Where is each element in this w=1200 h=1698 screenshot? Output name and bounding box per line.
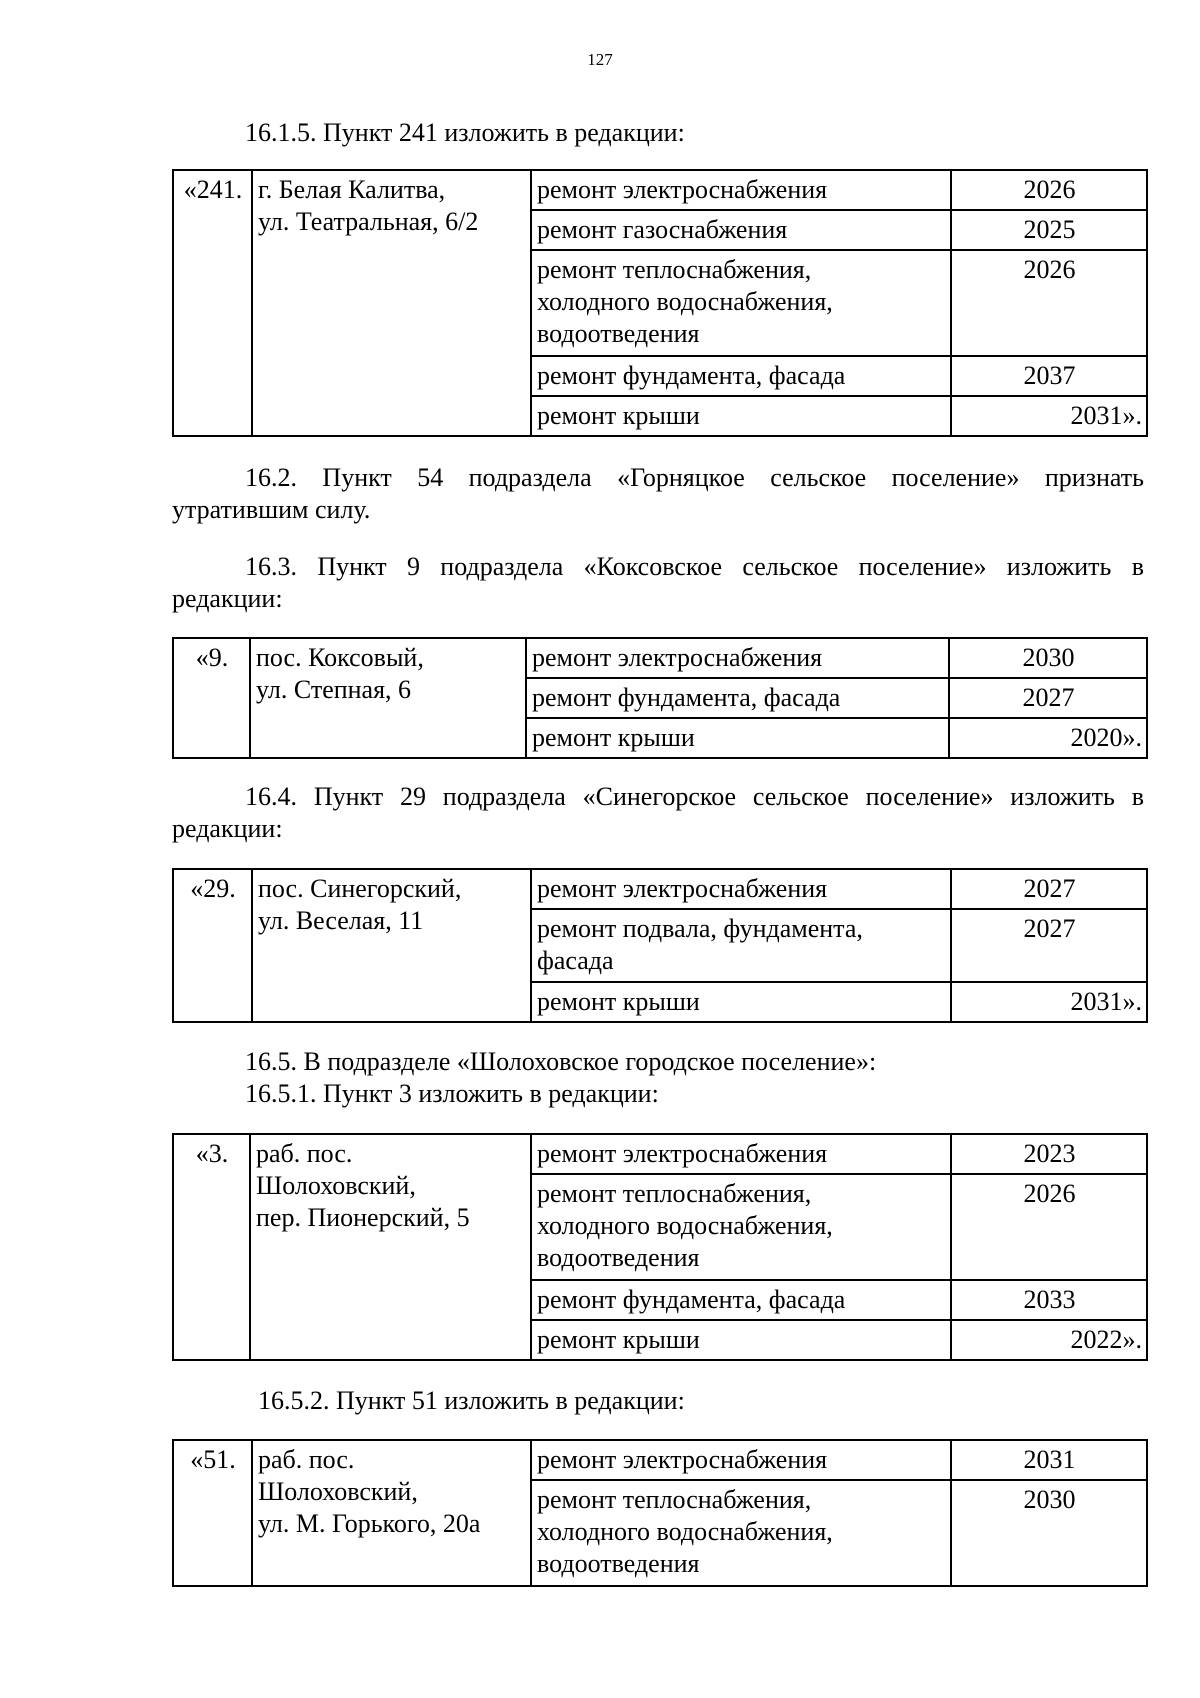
work-type: ремонт фундамента, фасада — [531, 1280, 951, 1320]
table-row — [173, 869, 1147, 909]
item-address: г. Белая Калитва, ул. Театральная, 6/2 — [252, 170, 531, 436]
item-number: «241. — [173, 170, 252, 436]
item-number: «29. — [173, 869, 252, 1022]
paragraph-16-5: 16.5. В подразделе «Шолоховское городское поселение»: — [245, 1047, 877, 1076]
work-year: 2026 — [951, 1174, 1147, 1280]
work-type: ремонт крыши — [526, 718, 949, 758]
work-year: 2027 — [951, 909, 1147, 982]
table-item-241 — [172, 169, 1148, 437]
work-year: 2031». — [951, 982, 1147, 1022]
table-row — [173, 1134, 1147, 1174]
work-type: ремонт крыши — [531, 396, 951, 436]
work-type: ремонт электроснабжения — [531, 1440, 951, 1480]
table-item-3 — [172, 1133, 1148, 1361]
work-year: 2022». — [951, 1320, 1147, 1360]
work-type: ремонт фундамента, фасада — [531, 356, 951, 396]
paragraph-16-3: 16.3. Пункт 9 подраздела «Коксовское сельское поселение» изложить в редакции: — [172, 552, 1144, 613]
work-type: ремонт газоснабжения — [531, 210, 951, 250]
paragraph-16-4: 16.4. Пункт 29 подраздела «Синегорское сельское поселение» изложить в редакции: — [172, 782, 1144, 843]
paragraph-16-2: 16.2. Пункт 54 подраздела «Горняцкое сельское поселение» признать утратившим силу. — [172, 463, 1144, 524]
table-row — [173, 170, 1147, 210]
work-type: ремонт фундамента, фасада — [526, 678, 949, 718]
item-number: «3. — [173, 1134, 250, 1360]
table-item-29 — [172, 868, 1148, 1023]
work-type: ремонт электроснабжения — [531, 170, 951, 210]
work-year: 2033 — [951, 1280, 1147, 1320]
work-type: ремонт электроснабжения — [526, 638, 949, 678]
work-year: 2027 — [949, 678, 1147, 718]
work-type: ремонт электроснабжения — [531, 869, 951, 909]
item-number: «9. — [173, 638, 250, 758]
item-address: раб. пос. Шолоховский, пер. Пионерский, 5 — [250, 1134, 531, 1360]
work-year: 2025 — [951, 210, 1147, 250]
work-year: 2031». — [951, 396, 1147, 436]
work-year: 2027 — [951, 869, 1147, 909]
work-year: 2023 — [951, 1134, 1147, 1174]
work-type: ремонт подвала, фундамента, фасада — [531, 909, 951, 982]
item-address: раб. пос. Шолоховский, ул. М. Горького, 20а — [252, 1440, 531, 1586]
work-year: 2026 — [951, 170, 1147, 210]
work-year: 2037 — [951, 356, 1147, 396]
work-type: ремонт теплоснабжения, холодного водоснабжения, водоотведения — [531, 1174, 951, 1280]
page-number: 127 — [587, 50, 613, 69]
table-row — [173, 1440, 1147, 1480]
work-year: 2030 — [951, 1480, 1147, 1586]
work-year: 2026 — [951, 250, 1147, 356]
work-year: 2030 — [949, 638, 1147, 678]
work-type: ремонт теплоснабжения, холодного водоснабжения, водоотведения — [531, 1480, 951, 1586]
table-item-51 — [172, 1439, 1148, 1587]
work-type: ремонт электроснабжения — [531, 1134, 951, 1174]
work-type: ремонт теплоснабжения, холодного водоснабжения, водоотведения — [531, 250, 951, 356]
work-type: ремонт крыши — [531, 1320, 951, 1360]
table-item-9 — [172, 637, 1148, 759]
work-year: 2031 — [951, 1440, 1147, 1480]
table-row — [173, 638, 1147, 678]
paragraph-16-5-1: 16.5.1. Пункт 3 изложить в редакции: — [245, 1079, 659, 1108]
item-number: «51. — [173, 1440, 252, 1586]
work-type: ремонт крыши — [531, 982, 951, 1022]
item-address: пос. Коксовый, ул. Степная, 6 — [250, 638, 526, 758]
paragraph-16-1-5: 16.1.5. Пункт 241 изложить в редакции: — [245, 118, 685, 147]
paragraph-16-5-2: 16.5.2. Пункт 51 изложить в редакции: — [258, 1386, 685, 1415]
item-address: пос. Синегорский, ул. Веселая, 11 — [252, 869, 531, 1022]
work-year: 2020». — [949, 718, 1147, 758]
